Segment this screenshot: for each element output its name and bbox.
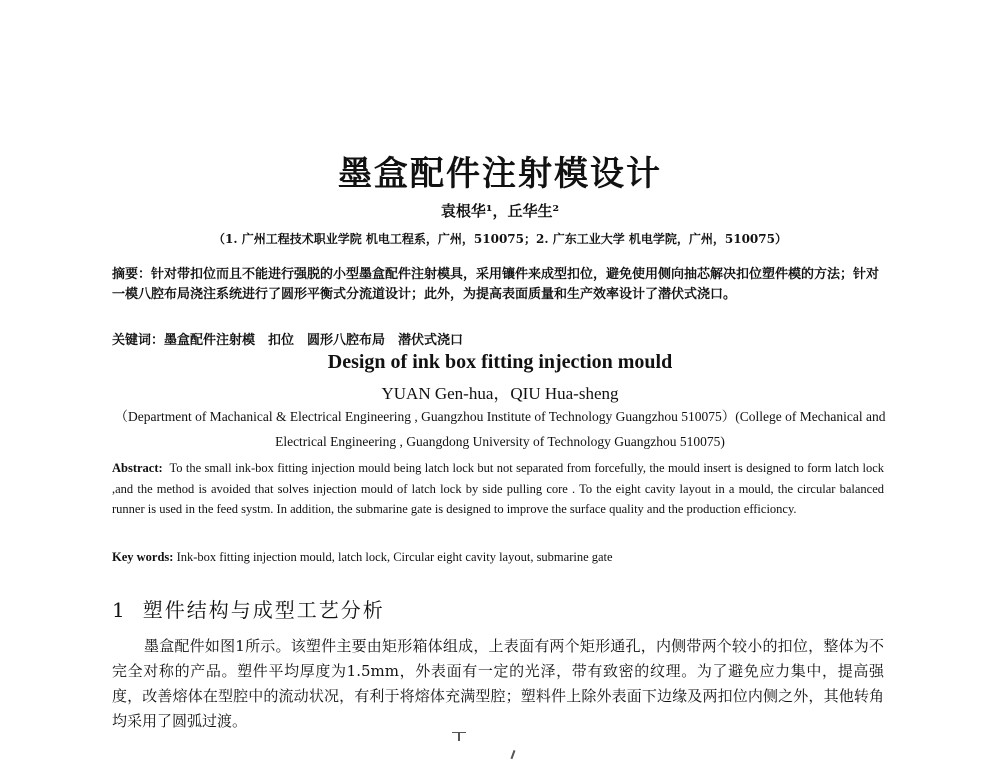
abstract-en <box>112 458 884 520</box>
authors-cn: 袁根华¹，丘华生² <box>440 202 560 220</box>
abstract-cn-text: 针对带扣位而且不能进行强脱的小型墨盒配件注射模具，采用镶件来成型扣位，避免使用侧向抽芯解决扣位塑件模的方法；针对一模八腔布局浇注系统进行了圆形平衡式分流道设计；此外，为提高表面质量和生产效率设计了潜伏式浇口。 <box>112 267 880 302</box>
keywords-cn <box>112 332 882 350</box>
scan-artifact-mark <box>452 732 466 737</box>
scan-artifact-stroke <box>511 750 515 759</box>
section-number: 1 <box>112 598 127 622</box>
keywords-cn-text: 墨盒配件注射模 扣位 圆形八腔布局 潜伏式浇口 <box>164 333 464 348</box>
keywords-en <box>112 548 884 566</box>
abstract-en-label: Abstract: <box>112 461 163 475</box>
authors-en: YUAN Gen-hua，QIU Hua-sheng <box>381 384 619 403</box>
keywords-en-label: Key words: <box>112 550 174 564</box>
keywords-cn-label: 关键词： <box>112 333 165 348</box>
paper-title-cn: 墨盒配件注射模设计 <box>338 154 662 194</box>
paper-title-en: Design of ink box fitting injection mould <box>327 351 673 373</box>
abstract-cn <box>112 265 882 305</box>
section-title: 塑件结构与成型工艺分析 <box>142 598 385 622</box>
section-heading <box>112 594 385 623</box>
keywords-en-text: Ink-box fitting injection mould, latch lock, Circular eight cavity layout, submarine gate <box>176 550 613 564</box>
section-paragraph: 墨盒配件如图1所示。该塑件主要由矩形箱体组成，上表面有两个矩形通孔，内侧带两个较小的扣位，整体为不完全对称的产品。塑件平均厚度为1.5mm，外表面有一定的光泽，带有致密的纹理。为了避免应力集中，提高强度，改善熔体在型腔中的流动状况，有利于将熔体充满型腔；塑料件上除外表面下边缘及两扣位内侧之外，其他转角均采用了圆弧过渡。 <box>112 637 884 730</box>
abstract-en-text: To the small ink-box fitting injection mould being latch lock but not separated from forcefully, the mould insert is designed to form latch lock ,and the method is avoided that solves injection mould of latch lock by side pulling core . To the eight cavity layout in a mould, the circular balanced runner is used in the feed systm. In addition, the submarine gate is designed to improve the surface quality and the production efficioncy. <box>112 461 885 516</box>
affiliation-en: （Department of Machanical & Electrical Engineering , Guangzhou Institute of Technology Guangzhou 510075）(College of Mechanical and Electrical Engineering , Guangdong University of Technology Guangzhou 510075) <box>114 409 886 449</box>
abstract-cn-label: 摘要： <box>112 267 152 282</box>
affiliation-cn: （1. 广州工程技术职业学院 机电工程系，广州，510075；2. 广东工业大学 机电学院，广州，510075） <box>213 232 787 246</box>
